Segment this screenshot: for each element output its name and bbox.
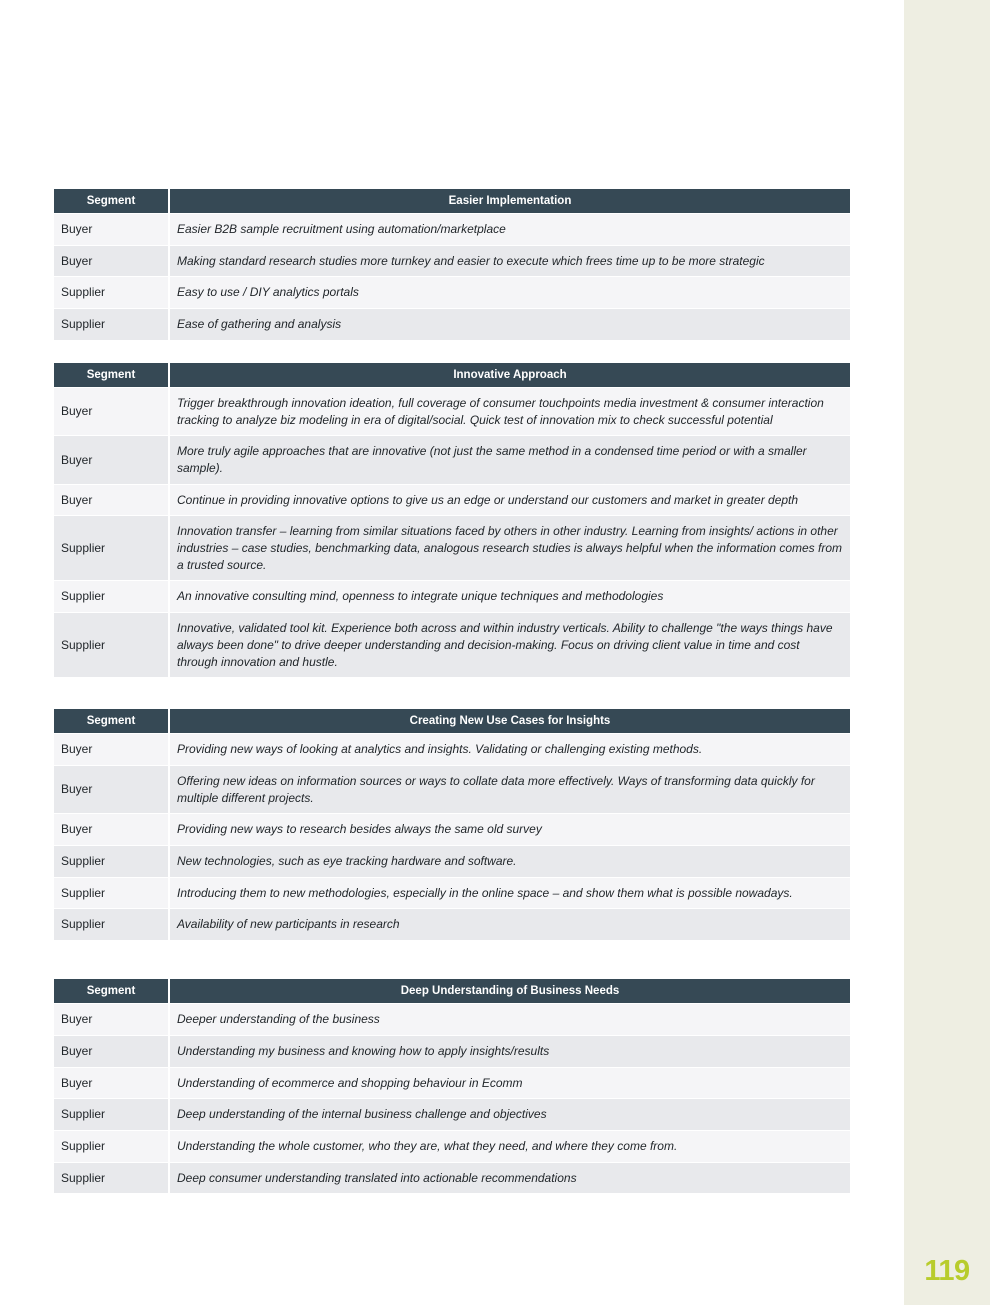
segment-cell: Supplier [54, 276, 170, 308]
table-row [54, 845, 850, 877]
table-row [54, 308, 850, 340]
segment-cell: Supplier [54, 1162, 170, 1194]
table-row [54, 580, 850, 612]
response-cell: Ease of gathering and analysis [170, 308, 850, 340]
table-easier-implementation [54, 189, 850, 340]
response-cell: New technologies, such as eye tracking hardware and software. [170, 845, 850, 877]
column-header-title: Easier Implementation [170, 189, 850, 213]
segment-cell: Buyer [54, 1067, 170, 1099]
column-header-title: Innovative Approach [170, 363, 850, 387]
response-cell: Availability of new participants in research [170, 908, 850, 940]
segment-cell: Supplier [54, 515, 170, 580]
response-cell: Continue in providing innovative options to give us an edge or understand our customers and market in greater depth [170, 484, 850, 516]
table-row [54, 515, 850, 580]
segment-cell: Buyer [54, 1035, 170, 1067]
segment-cell: Buyer [54, 245, 170, 277]
table-row [54, 1035, 850, 1067]
table-row [54, 1130, 850, 1162]
table-row [54, 387, 850, 435]
side-strip [904, 0, 990, 1305]
table-row [54, 1098, 850, 1130]
segment-cell: Buyer [54, 1003, 170, 1035]
response-cell: Innovation transfer – learning from similar situations faced by others in other industry. Learning from insights/ actions in other industries – case studies, benchmarking data, analogous research studies is always helpful when the information comes from a trusted source. [170, 515, 850, 580]
segment-cell: Supplier [54, 1098, 170, 1130]
table-new-use-cases [54, 709, 850, 940]
response-cell: Making standard research studies more turnkey and easier to execute which frees time up to be more strategic [170, 245, 850, 277]
response-cell: Understanding the whole customer, who they are, what they need, and where they come from. [170, 1130, 850, 1162]
table-row [54, 276, 850, 308]
table-header-row [54, 709, 850, 733]
table-deep-understanding [54, 979, 850, 1193]
response-cell: Deeper understanding of the business [170, 1003, 850, 1035]
column-header-segment: Segment [54, 189, 170, 213]
table-row [54, 435, 850, 483]
segment-cell: Buyer [54, 213, 170, 245]
segment-cell: Supplier [54, 308, 170, 340]
tables-container [54, 189, 850, 1193]
response-cell: Deep understanding of the internal business challenge and objectives [170, 1098, 850, 1130]
table-row [54, 813, 850, 845]
response-cell: Trigger breakthrough innovation ideation, full coverage of consumer touchpoints media investment & consumer interaction tracking to analyze biz modeling in era of digital/social. Quick test of innovation mix to check successful potential [170, 387, 850, 435]
table-row [54, 877, 850, 909]
table-innovative-approach [54, 363, 850, 677]
segment-cell: Buyer [54, 765, 170, 813]
column-header-segment: Segment [54, 709, 170, 733]
response-cell: Understanding my business and knowing how to apply insights/results [170, 1035, 850, 1067]
segment-cell: Supplier [54, 908, 170, 940]
response-cell: Deep consumer understanding translated into actionable recommendations [170, 1162, 850, 1194]
table-row [54, 245, 850, 277]
table-row [54, 733, 850, 765]
segment-cell: Buyer [54, 733, 170, 765]
segment-cell: Supplier [54, 1130, 170, 1162]
segment-cell: Buyer [54, 484, 170, 516]
table-row [54, 213, 850, 245]
response-cell: Understanding of ecommerce and shopping behaviour in Ecomm [170, 1067, 850, 1099]
response-cell: More truly agile approaches that are innovative (not just the same method in a condensed time period or with a smaller sample). [170, 435, 850, 483]
segment-cell: Supplier [54, 580, 170, 612]
table-row [54, 484, 850, 516]
segment-cell: Buyer [54, 435, 170, 483]
response-cell: Innovative, validated tool kit. Experience both across and within industry verticals. Ability to challenge "the ways things have always been done" to drive deeper understanding and decision-making. Focus on driving client value in time and cost through innovation and hustle. [170, 612, 850, 677]
page-number: 119 [924, 1255, 970, 1287]
segment-cell: Supplier [54, 845, 170, 877]
segment-cell: Supplier [54, 612, 170, 677]
table-header-row [54, 189, 850, 213]
response-cell: Introducing them to new methodologies, especially in the online space – and show them what is possible nowadays. [170, 877, 850, 909]
table-row [54, 612, 850, 677]
column-header-segment: Segment [54, 363, 170, 387]
column-header-title: Creating New Use Cases for Insights [170, 709, 850, 733]
table-header-row [54, 363, 850, 387]
table-row [54, 765, 850, 813]
column-header-title: Deep Understanding of Business Needs [170, 979, 850, 1003]
table-row [54, 908, 850, 940]
segment-cell: Buyer [54, 813, 170, 845]
response-cell: Providing new ways to research besides always the same old survey [170, 813, 850, 845]
response-cell: Easier B2B sample recruitment using automation/marketplace [170, 213, 850, 245]
column-header-segment: Segment [54, 979, 170, 1003]
segment-cell: Buyer [54, 387, 170, 435]
table-row [54, 1162, 850, 1194]
table-header-row [54, 979, 850, 1003]
table-row [54, 1003, 850, 1035]
response-cell: Providing new ways of looking at analytics and insights. Validating or challenging existing methods. [170, 733, 850, 765]
response-cell: Offering new ideas on information sources or ways to collate data more effectively. Ways of transforming data quickly for multiple different projects. [170, 765, 850, 813]
table-row [54, 1067, 850, 1099]
response-cell: Easy to use / DIY analytics portals [170, 276, 850, 308]
segment-cell: Supplier [54, 877, 170, 909]
response-cell: An innovative consulting mind, openness to integrate unique techniques and methodologies [170, 580, 850, 612]
